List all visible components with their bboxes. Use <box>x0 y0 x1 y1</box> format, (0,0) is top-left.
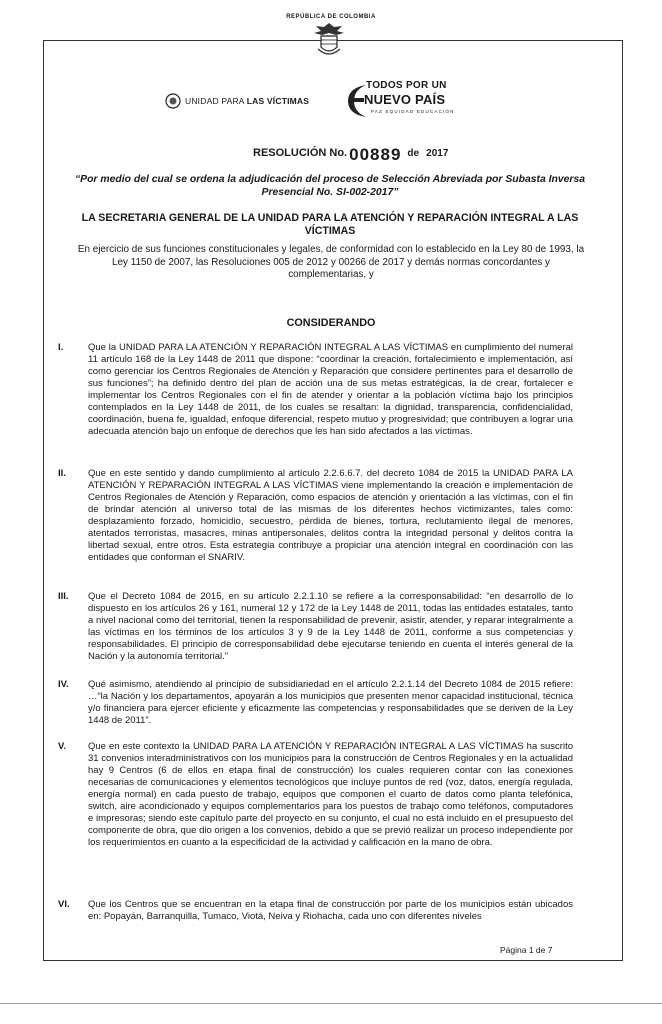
resolution-number: 00889 <box>349 145 402 164</box>
considering-item <box>58 342 573 438</box>
logo-unidad-prefix: UNIDAD PARA <box>185 96 247 106</box>
logo-unidad-bold: LAS VÍCTIMAS <box>246 96 310 106</box>
considering-item <box>58 899 573 923</box>
item-text: Que el Decreto 1084 de 2015, en su artículo 2.2.1.10 se refiere a la corresponsabilidad: “en desarrollo de lo dispuesto en los artículos 26 y 161, numeral 12 y 172 de la Ley 1448 de 2011, todas las entidades estatales, tanto a nivel nacional como del territorial, tienen la responsabilidad de prevenir, asistir, atender, y reparar integralmente a las víctimas en los términos de los artículos 3 y 9 de la Ley 1448 de 2011, conforme a sus competencias y responsabilidades. El principio de corresponsabilidad debe ejecutarse teniendo en cuenta el interés general de la Nación y la autonomía territorial.” <box>88 591 573 662</box>
logo-todos-line1: TODOS POR UN <box>366 80 447 91</box>
item-numeral: IV. <box>58 679 69 690</box>
todos-por-un-nuevo-pais-logo <box>344 80 479 120</box>
considerando-heading: CONSIDERANDO <box>286 317 376 329</box>
item-numeral: I. <box>58 342 64 353</box>
item-text: Que la UNIDAD PARA LA ATENCIÓN Y REPARACIÓN INTEGRAL A LAS VÍCTIMAS en cumplimiento del numeral 11 artículo 168 de la Ley 1448 de 2011 que dispone: “coordinar la creación, fortalecimiento e implementación, así como gerenciar los Centros Regionales de Atención y Reparación que considere pertinentes para el desarrollo de sus funciones”; ha definido dentro del plan de acción una de sus metas estratégicas, la de crear, fortalecer e implementar los Centros Regionales con el fin de atender y orientar a la población víctima bajo los principios contemplados en la Ley 1448 de 2011, de los cuales se resaltan: la dignidad, transparencia, confidencialidad, coordinación, buena fe, igualdad, enfoque diferencial, respeto mutuo y progresividad; que contribuyen a lograr una adecuada atención bajo un enfoque de derechos que les han sido afectados a las víctimas. <box>88 342 573 437</box>
republic-heading: REPÚBLICA DE COLOMBIA <box>286 14 376 20</box>
item-text: Que en este contexto la UNIDAD PARA LA ATENCIÓN Y REPARACIÓN INTEGRAL A LAS VÍCTIMAS ha suscrito 31 convenios interadministrativos con los municipios para la construcción de Centros Regionales y en la actualidad hay 9 Centros (6 de ellos en etapa final de construcción) los cuales requieren contar con las conexiones necesarias de comunicaciones y elementos tecnológicos que incluye puntos de red (voz, datos, energía regulada, energía normal) en cada puesto de trabajo, equipos que componen el cuarto de datos como planta telefónica, switch, aire acondicionado y equipos complementarios para los puestos de trabajo como teléfonos, computadores e impresoras; siendo este capítulo parte del proyecto en su conjunto, el cual no está incluido en el presupuesto del componente de obra, que dio origen a los convenios, debido a que se previó realizar un proceso independiente por los requerimientos en cuanto a la especificidad de la actividad y calificación en la mano de obra. <box>88 741 573 848</box>
item-numeral: II. <box>58 468 66 479</box>
logo-todos-line2: NUEVO PAÍS <box>364 92 446 107</box>
item-text: Que en este sentido y dando cumplimiento al artículo 2.2.6.6.7. del decreto 1084 de 2015 la UNIDAD PARA LA ATENCIÓN Y REPARACIÓN INTEGRAL A LAS VÍCTIMAS viene implementando la creación e implementación de Centros Regionales de Atención y Reparación, como espacios de atención y orientación a las víctimas, con el fin de brindar atención al universo total de las mismas de los diferentes hechos victimizantes, tales como: desplazamiento forzado, homicidio, secuestro, pérdida de bienes, tortura, reclutamiento ilegal de menores, atentados terroristas, masacres, minas antipersonales, delitos contra la integridad personal y delitos contra la libertad sexual, entre otros. Esta estrategia contribuye a propiciar una atención integral en coordinación con las entidades que conforman el SNARIV. <box>88 468 573 563</box>
considering-item <box>58 591 573 663</box>
entity-heading: LA SECRETARIA GENERAL DE LA UNIDAD PARA LA ATENCIÓN Y REPARACIÓN INTEGRAL A LAS VÍCTIMAS <box>81 212 579 237</box>
item-text: Qué asimismo, atendiendo al principio de subsidiariedad en el artículo 2.2.1.14 del Decreto 1084 de 2015 refiere: …“la Nación y los departamentos, apoyarán a los municipios que presenten menor capacidad institucional, técnica y/o financiera para ejercer eficiente y eficazmente las competencias y responsabilidades que se deriven de la Ley 1448 de 2011”. <box>88 679 573 726</box>
resolution-day-label: de <box>407 148 420 159</box>
item-text: Que los Centros que se encuentran en la etapa final de construcción por parte de los municipios están ubicados en: Popayán, Barranquilla, Tumaco, Viotá, Neiva y Riohacha, cada uno con diferentes niveles <box>88 899 573 922</box>
considering-item <box>58 679 573 727</box>
unidad-victimas-logo <box>165 93 309 109</box>
unidad-seal-icon <box>165 93 181 109</box>
considering-item <box>58 741 573 849</box>
resolution-line <box>253 141 449 164</box>
item-numeral: V. <box>58 741 67 752</box>
resolution-subtitle: “Por medio del cual se ordena la adjudicación del proceso de Selección Abreviada por Subasta Inversa Presencial No. SI-002-2017” <box>74 174 586 198</box>
item-numeral: III. <box>58 591 69 602</box>
resolution-label: RESOLUCIÓN No. <box>253 147 348 159</box>
considering-item <box>58 468 573 564</box>
page-number: Página 1 de 7 <box>500 945 553 955</box>
resolution-year: 2017 <box>426 148 449 159</box>
coat-of-arms-icon <box>312 21 346 59</box>
preamble-paragraph: En ejercicio de sus funciones constitucionales y legales, de conformidad con lo establecido en la Ley 80 de 1993, la Ley 1150 de 2007, las Resoluciones 005 de 2012 y 00266 de 2017 y demás normas concordantes y complementarias, y <box>77 244 585 280</box>
bottom-divider <box>0 1003 662 1004</box>
item-numeral: VI. <box>58 899 70 910</box>
logo-todos-line3: PAZ EQUIDAD EDUCACIÓN <box>371 109 455 114</box>
